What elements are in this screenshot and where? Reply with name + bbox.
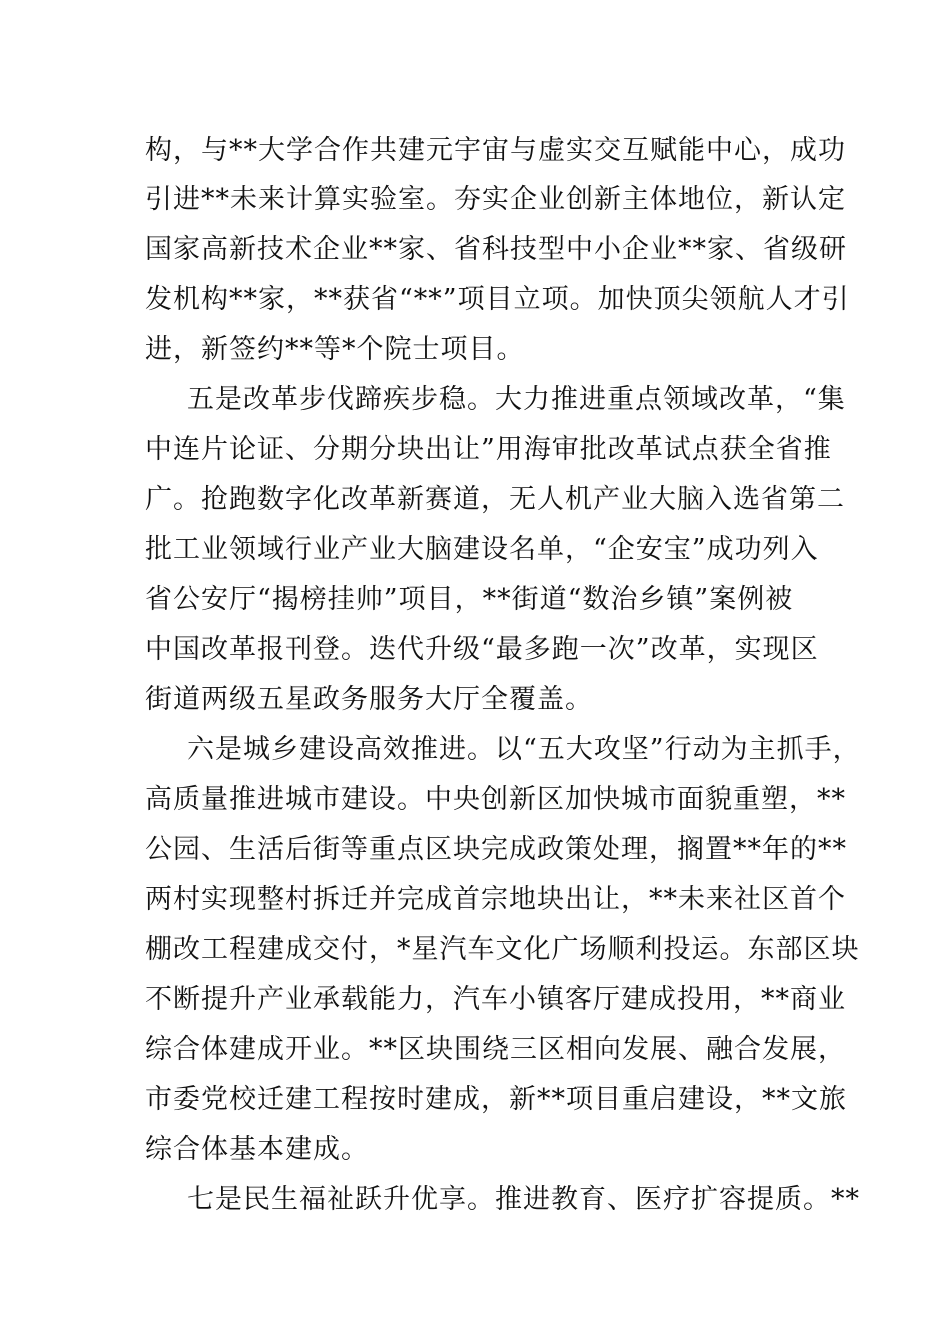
text-line-14: 高质量推进城市建设。中央创新区加快城市面貌重塑，** <box>145 784 846 815</box>
text-line-12: 街道两级五星政务服务大厅全覆盖。 <box>145 684 593 715</box>
paragraph-6-start: 六是城乡建设高效推进。以“五大攻坚”行动为主抓手， <box>187 734 861 765</box>
text-line-9: 批工业领域行业产业大脑建设名单，“企安宝”成功列入 <box>145 534 819 565</box>
text-line-21: 综合体基本建成。 <box>145 1134 369 1165</box>
text-line-18: 不断提升产业承载能力，汽车小镇客厅建成投用，**商业 <box>145 984 846 1015</box>
text-line-5: 进，新签约**等*个院士项目。 <box>145 334 525 365</box>
paragraph-7-start: 七是民生福祉跃升优享。推进教育、医疗扩容提质。** <box>187 1184 860 1215</box>
text-line-2: 引进**未来计算实验室。夯实企业创新主体地位，新认定 <box>145 184 846 215</box>
text-line-11: 中国改革报刊登。迭代升级“最多跑一次”改革，实现区 <box>145 634 819 665</box>
paragraph-5-start: 五是改革步伐蹄疾步稳。大力推进重点领域改革，“集 <box>187 384 846 415</box>
text-line-3: 国家高新技术企业**家、省科技型中小企业**家、省级研 <box>145 234 847 265</box>
text-line-16: 两村实现整村拆迁并完成首宗地块出让，**未来社区首个 <box>145 884 846 915</box>
text-line-8: 广。抢跑数字化改革新赛道，无人机产业大脑入选省第二 <box>145 484 845 515</box>
text-line-17: 棚改工程建成交付，*星汽车文化广场顺利投运。东部区块 <box>145 934 860 965</box>
text-line-19: 综合体建成开业。**区块围绕三区相向发展、融合发展， <box>145 1034 846 1065</box>
text-line-15: 公园、生活后街等重点区块完成政策处理，搁置**年的** <box>145 834 847 865</box>
text-line-4: 发机构**家，**获省“**”项目立项。加快顶尖领航人才引 <box>145 284 850 315</box>
text-line-7: 中连片论证、分期分块出让”用海审批改革试点获全省推 <box>145 434 832 465</box>
text-line-1: 构，与**大学合作共建元宇宙与虚实交互赋能中心，成功 <box>145 135 846 166</box>
text-line-20: 市委党校迁建工程按时建成，新**项目重启建设，**文旅 <box>145 1084 847 1115</box>
text-line-10: 省公安厅“揭榜挂帅”项目，**街道“数治乡镇”案例被 <box>145 584 794 615</box>
